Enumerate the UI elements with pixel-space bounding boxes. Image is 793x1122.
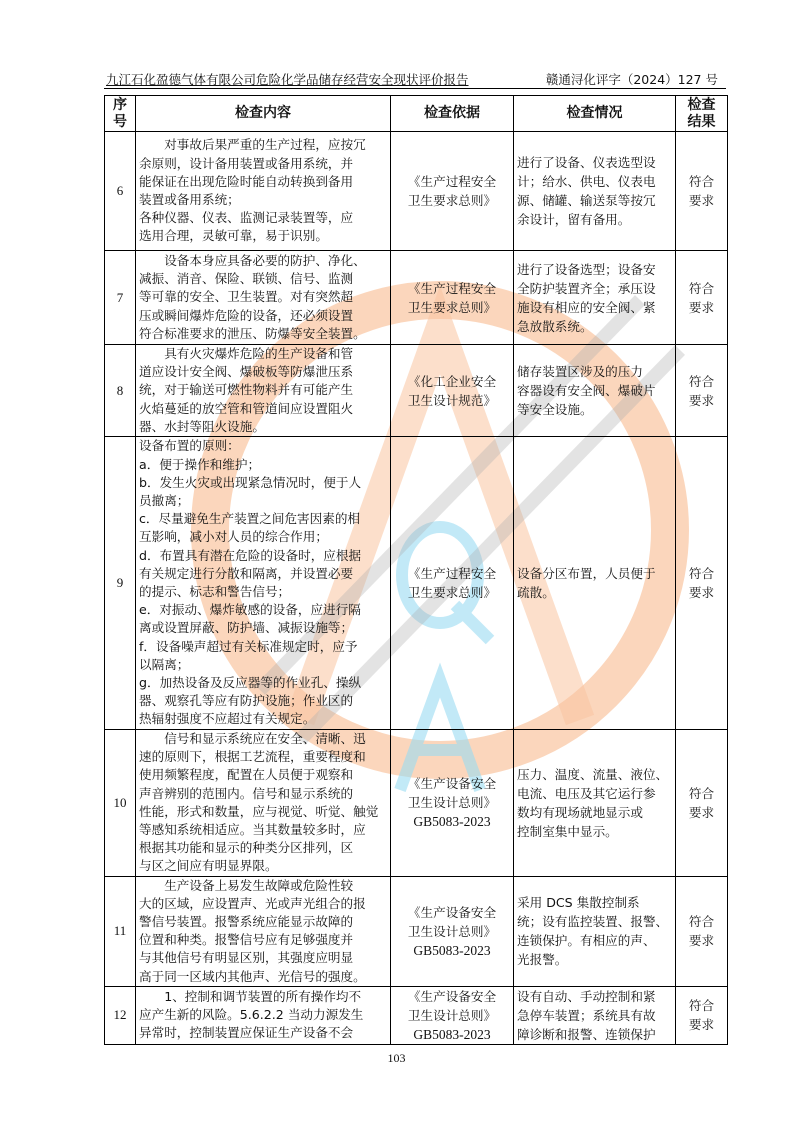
content-line: 具有火灾爆炸危险的生产设备和管 bbox=[139, 346, 354, 361]
status-line: 计；给水、供电、仪表电 bbox=[517, 174, 656, 189]
content-line: 压或瞬间爆炸危险的设备，还必须设置 bbox=[139, 307, 354, 323]
col-header-content: 检查内容 bbox=[136, 96, 391, 132]
status-line: 急放散系统。 bbox=[517, 318, 593, 334]
content-line: 装置或备用系统； bbox=[139, 192, 240, 207]
status-line: 余设计，留有备用。 bbox=[517, 212, 631, 227]
content-line: 与其他信号有明显区别，其强度应明显 bbox=[139, 950, 354, 966]
content-line: 异常时，控制装置应保证生产设备不会 bbox=[139, 1025, 354, 1041]
check-status bbox=[514, 251, 676, 345]
status-line: 连锁保护。有相应的声、 bbox=[517, 933, 656, 949]
document-number: 赣通浔化评字（2024）127 号 bbox=[545, 72, 718, 87]
basis-line: 《生产设备安全 bbox=[407, 988, 497, 1004]
content-line: 道应设计安全阀、爆破板等防爆泄压系 bbox=[139, 364, 354, 380]
page-number: 103 bbox=[387, 1051, 406, 1065]
col-header-result: 检查结果 bbox=[676, 96, 728, 132]
report-title: 九江石化盈德气体有限公司危险化学品储存经营安全现状评价报告 bbox=[106, 72, 469, 87]
content-line: 应产生新的风险。5.6.2.2 当动力源发生 bbox=[139, 1007, 364, 1023]
content-line: a．便于操作和维护； bbox=[139, 456, 261, 472]
content-line: 有关规定进行分散和隔离，并设置必要 bbox=[139, 565, 354, 581]
basis-line: 《生产过程安全 bbox=[407, 566, 497, 582]
content-line: 等可靠的安全、卫生装置。对有突然超 bbox=[139, 289, 354, 305]
content-line: 位置和种类。报警信号应有足够强度并 bbox=[139, 932, 354, 948]
row-number: 10 bbox=[105, 730, 136, 877]
check-content bbox=[136, 876, 391, 986]
check-basis bbox=[391, 132, 514, 251]
content-line: 选用合理，灵敏可靠，易于识别。 bbox=[139, 228, 328, 244]
content-line: 火焰蔓延的放空管和管道间应设置阻火 bbox=[139, 400, 354, 416]
content-line: 设备布置的原则： bbox=[139, 438, 240, 454]
basis-line: 卫生设计规范》 bbox=[407, 392, 497, 408]
page-header bbox=[104, 68, 726, 89]
check-result bbox=[676, 132, 728, 251]
content-line: 大的区域，应设置声、光或声光组合的报 bbox=[139, 895, 366, 911]
content-line: 统，对于输送可燃性物料并有可能产生 bbox=[139, 382, 354, 398]
content-line: 高于同一区域内其他声、光信号的强度。 bbox=[139, 968, 366, 984]
col-header-status: 检查情况 bbox=[514, 96, 676, 132]
content-line: 对事故后果严重的生产过程，应按冗 bbox=[139, 137, 366, 153]
content-line: 离或设置屏蔽、防护墙、减振设施等； bbox=[139, 620, 354, 636]
content-line: 各种仪器、仪表、监测记录装置等，应 bbox=[139, 210, 354, 226]
content-line: 警信号装置。报警系统应能显示故障的 bbox=[139, 914, 354, 930]
result-text: 符合要求 bbox=[688, 280, 715, 315]
status-line: 控制室集中显示。 bbox=[517, 823, 618, 839]
check-content bbox=[136, 132, 391, 251]
content-line: 声音辨别的范围内。信号和显示系统的 bbox=[139, 785, 354, 801]
content-line: 互影响，减小对人员的综合作用； bbox=[139, 529, 328, 545]
content-line: 余原则，设计备用装置或备用系统，并 bbox=[139, 155, 354, 171]
content-line: f．设备噪声超过有关标准规定时，应予 bbox=[139, 638, 358, 654]
content-line: b．发生火灾或出现紧急情况时，便于人 bbox=[139, 474, 362, 490]
result-text: 符合要求 bbox=[688, 566, 715, 601]
result-text: 符合要求 bbox=[688, 785, 715, 820]
status-line: 施设有相应的安全阀、紧 bbox=[517, 299, 656, 315]
table-row bbox=[105, 345, 728, 437]
content-line: 速的原则下，根据工艺流程，重要程度和 bbox=[139, 749, 366, 765]
content-line: e．对振动、爆炸敏感的设备，应进行隔 bbox=[139, 602, 361, 618]
status-line: 采用 DCS 集散控制系 bbox=[517, 895, 640, 911]
table-row bbox=[105, 437, 728, 730]
check-basis bbox=[391, 251, 514, 345]
status-line: 统；设有监控装置、报警、 bbox=[517, 914, 669, 930]
check-result bbox=[676, 251, 728, 345]
content-line: 减振、消音、保险、联锁、信号、监测 bbox=[139, 271, 354, 287]
row-number: 12 bbox=[105, 986, 136, 1044]
row-number: 7 bbox=[105, 251, 136, 345]
basis-line: 《化工企业安全 bbox=[407, 373, 497, 389]
basis-line: 卫生要求总则》 bbox=[407, 585, 497, 601]
table-row bbox=[105, 730, 728, 877]
status-line: 设备分区布置，人员便于 bbox=[517, 566, 656, 582]
check-status bbox=[514, 437, 676, 730]
check-content bbox=[136, 251, 391, 345]
basis-line: 《生产过程安全 bbox=[407, 174, 497, 189]
content-line: 以隔离； bbox=[139, 656, 190, 672]
content-line: 与区之间应有明显界限。 bbox=[139, 858, 278, 874]
check-content bbox=[136, 730, 391, 877]
status-line: 障诊断和报警、连锁保护 bbox=[517, 1026, 656, 1042]
status-line: 急停车装置；系统具有故 bbox=[517, 1007, 656, 1023]
check-result bbox=[676, 986, 728, 1044]
content-line: 根据其功能和显示的种类分区排列，区 bbox=[139, 840, 354, 856]
basis-line: 卫生要求总则》 bbox=[407, 193, 497, 208]
basis-line: 卫生设计总则》 bbox=[407, 1007, 497, 1023]
basis-line: 卫生设计总则》 bbox=[407, 795, 497, 811]
basis-line: 《生产设备安全 bbox=[407, 904, 497, 920]
content-line: g．加热设备及反应器等的作业孔、操纵 bbox=[139, 675, 362, 691]
content-line: 器、水封等阻火设施。 bbox=[139, 418, 265, 434]
content-line: 器、观察孔等应有防护设施；作业区的 bbox=[139, 693, 354, 709]
check-content bbox=[136, 345, 391, 437]
content-line: d．布置具有潜在危险的设备时，应根据 bbox=[139, 547, 362, 563]
table-row bbox=[105, 132, 728, 251]
content-line: 符合标准要求的泄压、防爆等安全装置。 bbox=[139, 325, 366, 341]
status-line: 光报警。 bbox=[517, 952, 568, 968]
result-text: 符合要求 bbox=[688, 914, 715, 949]
check-result bbox=[676, 730, 728, 877]
content-line: 生产设备上易发生故障或危险性较 bbox=[139, 877, 354, 893]
basis-line: 卫生要求总则》 bbox=[407, 299, 497, 315]
status-line: 源、储罐、输送泵等按冗 bbox=[517, 193, 656, 208]
check-result bbox=[676, 437, 728, 730]
status-line: 数均有现场就地显示或 bbox=[517, 804, 643, 820]
row-number: 6 bbox=[105, 132, 136, 251]
result-text: 符合要求 bbox=[688, 373, 715, 408]
content-line: 1、控制和调节装置的所有操作均不 bbox=[139, 989, 362, 1005]
content-line: 信号和显示系统应在安全、清晰、迅 bbox=[139, 731, 366, 747]
row-number: 8 bbox=[105, 345, 136, 437]
check-content bbox=[136, 437, 391, 730]
content-line: 设备本身应具备必要的防护、净化、 bbox=[139, 252, 366, 268]
check-basis bbox=[391, 345, 514, 437]
check-status bbox=[514, 876, 676, 986]
check-basis bbox=[391, 986, 514, 1044]
content-line: 热辐射强度不应超过有关规定。 bbox=[139, 711, 316, 727]
table-header-row bbox=[105, 96, 728, 132]
status-line: 压力、温度、流量、液位、 bbox=[517, 766, 669, 782]
content-line: c．尽量避免生产装置之间危害因素的相 bbox=[139, 511, 361, 527]
basis-line: GB5083-2023 bbox=[413, 814, 491, 830]
check-result bbox=[676, 345, 728, 437]
content-line: 使用频繁程度，配置在人员便于观察和 bbox=[139, 767, 354, 783]
status-line: 设有自动、手动控制和紧 bbox=[517, 988, 656, 1004]
status-line: 电流、电压及其它运行参 bbox=[517, 785, 656, 801]
check-basis bbox=[391, 437, 514, 730]
col-header-no: 序号 bbox=[105, 96, 136, 132]
status-line: 储存装置区涉及的压力 bbox=[517, 364, 643, 379]
content-line: 能保证在出现危险时能自动转换到备用 bbox=[139, 173, 354, 189]
result-text: 符合要求 bbox=[688, 174, 715, 208]
basis-line: 《生产过程安全 bbox=[407, 280, 497, 296]
basis-line: 《生产设备安全 bbox=[407, 776, 497, 792]
inspection-table bbox=[104, 95, 728, 1045]
status-line: 进行了设备选型；设备安 bbox=[517, 261, 656, 277]
result-text: 符合要求 bbox=[688, 998, 715, 1033]
content-line: 员撤离； bbox=[139, 493, 190, 508]
table-row bbox=[105, 986, 728, 1044]
status-line: 全防护装置齐全；承压设 bbox=[517, 280, 656, 296]
content-line: 的提示、标志和警告信号； bbox=[139, 584, 291, 600]
check-status bbox=[514, 986, 676, 1044]
basis-line: 卫生设计总则》 bbox=[407, 923, 497, 939]
status-line: 进行了设备、仪表选型设 bbox=[517, 155, 656, 170]
check-result bbox=[676, 876, 728, 986]
status-line: 疏散。 bbox=[517, 585, 555, 601]
basis-line: GB5083-2023 bbox=[413, 942, 491, 958]
content-line: 等感知系统相适应。当其数量较多时，应 bbox=[139, 822, 366, 838]
status-line: 等安全设施。 bbox=[517, 402, 593, 417]
check-basis bbox=[391, 876, 514, 986]
row-number: 9 bbox=[105, 437, 136, 730]
table-row bbox=[105, 876, 728, 986]
row-number: 11 bbox=[105, 876, 136, 986]
content-line: 性能，形式和数量，应与视觉、听觉、触觉 bbox=[139, 803, 379, 819]
check-basis bbox=[391, 730, 514, 877]
col-header-basis: 检查依据 bbox=[391, 96, 514, 132]
check-status bbox=[514, 132, 676, 251]
basis-line: GB5083-2023 bbox=[413, 1026, 491, 1042]
status-line: 容器设有安全阀、爆破片 bbox=[517, 383, 656, 398]
table-row bbox=[105, 251, 728, 345]
check-status bbox=[514, 730, 676, 877]
check-status bbox=[514, 345, 676, 437]
check-content bbox=[136, 986, 391, 1044]
